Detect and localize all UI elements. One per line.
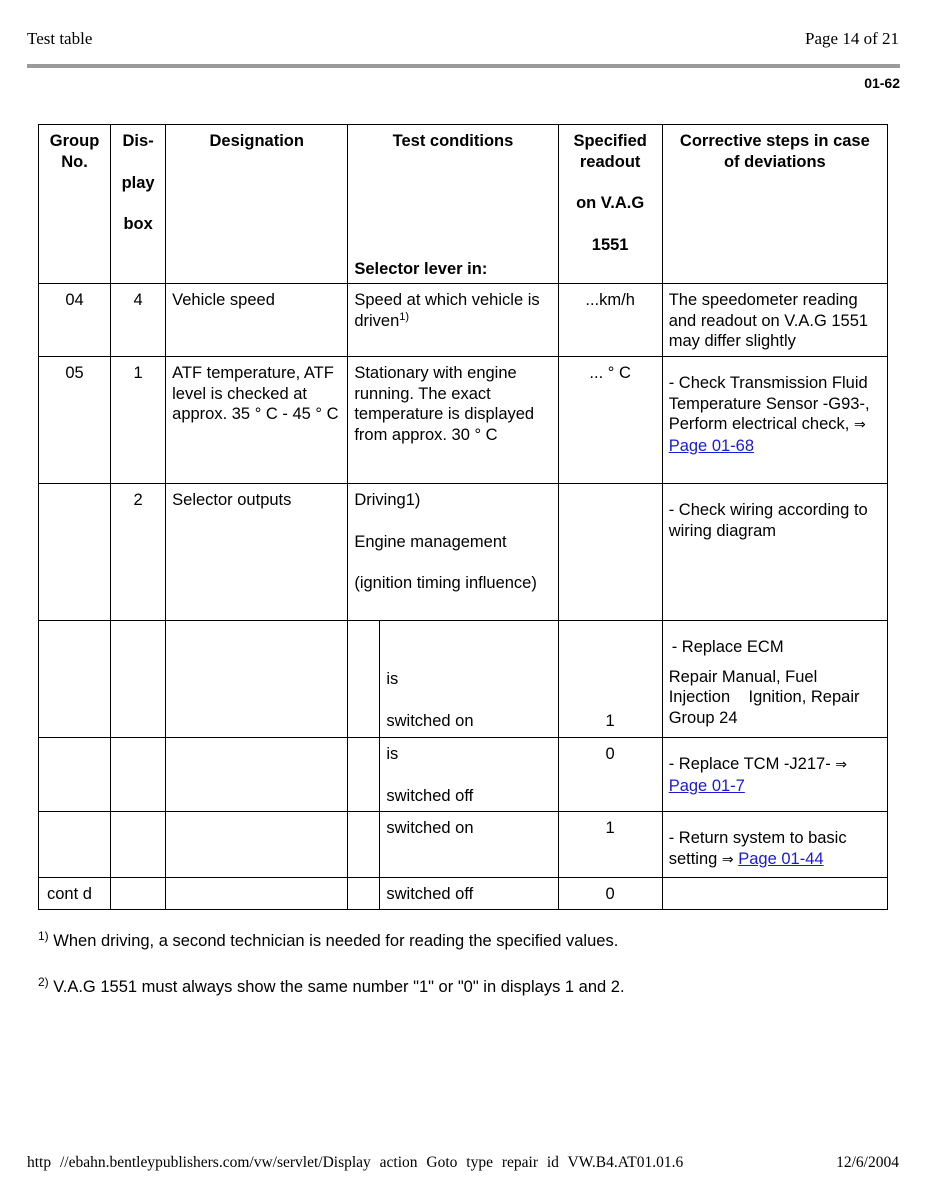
- designation-cell: ATF temperature, ATF level is checked at approx. 35 ° C - 45 ° C: [166, 357, 348, 484]
- header-corrective-steps: Corrective steps in case of deviations: [662, 125, 887, 284]
- table-row: [39, 738, 888, 812]
- display-cell: 1: [111, 357, 166, 484]
- state-cell: is switched off: [380, 738, 558, 812]
- designation-cell: [166, 878, 348, 910]
- conditions-cell: Driving1) Engine management (ignition timing influence): [348, 484, 558, 621]
- readout-cell: 0: [558, 738, 662, 812]
- arrow-right-icon: ⇒: [835, 757, 848, 773]
- header-test-conditions: Test conditions Selector lever in:: [348, 125, 558, 284]
- designation-cell: [166, 812, 348, 878]
- display-cell: [111, 812, 166, 878]
- display-cell: [111, 878, 166, 910]
- header-specified-readout: Specified readout on V.A.G 1551: [558, 125, 662, 284]
- indent-cell: [348, 621, 380, 738]
- page-header-title: Test table: [27, 29, 93, 48]
- header-divider: [27, 64, 900, 68]
- readout-cell: [558, 484, 662, 621]
- table-row: [39, 812, 888, 878]
- page-link[interactable]: Page 01-44: [738, 849, 824, 868]
- footnote-ref: 1): [399, 310, 410, 323]
- designation-cell: Vehicle speed: [166, 284, 348, 357]
- table-row: [39, 621, 888, 738]
- corrective-cell: - Replace TCM -J217- ⇒ Page 01-7: [662, 738, 887, 812]
- page-number: Page 14 of 21: [805, 29, 899, 48]
- indent-cell: [348, 812, 380, 878]
- corrective-cell: - Check Transmission Fluid Temperature Sensor -G93-, Perform electrical check, ⇒ Page 01-68: [662, 357, 887, 484]
- corrective-cell: - Return system to basic setting ⇒ Page 01-44: [662, 812, 887, 878]
- readout-cell: ... ° C: [558, 357, 662, 484]
- header-designation: Designation: [166, 125, 348, 284]
- designation-cell: [166, 621, 348, 738]
- display-cell: 4: [111, 284, 166, 357]
- table-row: [39, 357, 888, 484]
- table-row: [39, 284, 888, 357]
- table-row: [39, 878, 888, 910]
- display-cell: [111, 738, 166, 812]
- readout-cell: 1: [558, 621, 662, 738]
- corrective-cell: [662, 878, 887, 910]
- corrective-cell: The speedometer reading and readout on V.A.G 1551 may differ slightly: [662, 284, 887, 357]
- footer-date: 12/6/2004: [836, 1154, 899, 1171]
- footer-url: http //ebahn.bentleypublishers.com/vw/servlet/Display action Goto type repair id VW.B4.AT01.01.6: [27, 1154, 684, 1171]
- group-cell: [39, 484, 111, 621]
- arrow-right-icon: ⇒: [853, 417, 866, 433]
- group-cell: 05: [39, 357, 111, 484]
- state-cell: is switched on: [380, 621, 558, 738]
- state-cell: switched on: [380, 812, 558, 878]
- page-link[interactable]: Page 01-68: [668, 436, 755, 455]
- indent-cell: [348, 738, 380, 812]
- display-cell: 2: [111, 484, 166, 621]
- header-selector-lever: Selector lever in:: [354, 259, 488, 278]
- table-header-row: [39, 125, 888, 284]
- indent-cell: [348, 878, 380, 910]
- test-table: [38, 124, 888, 910]
- arrow-right-icon: ⇒: [721, 851, 734, 868]
- designation-cell: Selector outputs: [166, 484, 348, 621]
- header-group-no: Group No.: [39, 125, 111, 284]
- corrective-cell: - Check wiring according to wiring diagram: [662, 484, 887, 621]
- header-display-box: Dis- play box: [111, 125, 166, 284]
- group-cell: cont d: [39, 878, 111, 910]
- corrective-cell: - Replace ECM Repair Manual, Fuel Injection Ignition, Repair Group 24: [662, 621, 887, 738]
- footnote-2: $^{2)}$ V.A.G 1551 must always show the same number "1" or "0" in displays 1 and 2.: [38, 975, 625, 996]
- footnote-1: $^{1)}$ When driving, a second technician is needed for reading the specified values.: [38, 929, 619, 950]
- document-code: 01-62: [864, 75, 900, 91]
- state-cell: switched off: [380, 878, 558, 910]
- group-cell: [39, 621, 111, 738]
- display-cell: [111, 621, 166, 738]
- table-row: [39, 484, 888, 621]
- group-cell: [39, 812, 111, 878]
- readout-cell: ...km/h: [558, 284, 662, 357]
- readout-cell: 0: [558, 878, 662, 910]
- page-link[interactable]: Page 01-7: [668, 776, 745, 795]
- readout-cell: 1: [558, 812, 662, 878]
- designation-cell: [166, 738, 348, 812]
- conditions-cell: Stationary with engine running. The exact temperature is displayed from approx. 30 ° C: [348, 357, 558, 484]
- group-cell: 04: [39, 284, 111, 357]
- conditions-cell: Speed at which vehicle is driven$^{1)}$: [348, 284, 558, 357]
- group-cell: [39, 738, 111, 812]
